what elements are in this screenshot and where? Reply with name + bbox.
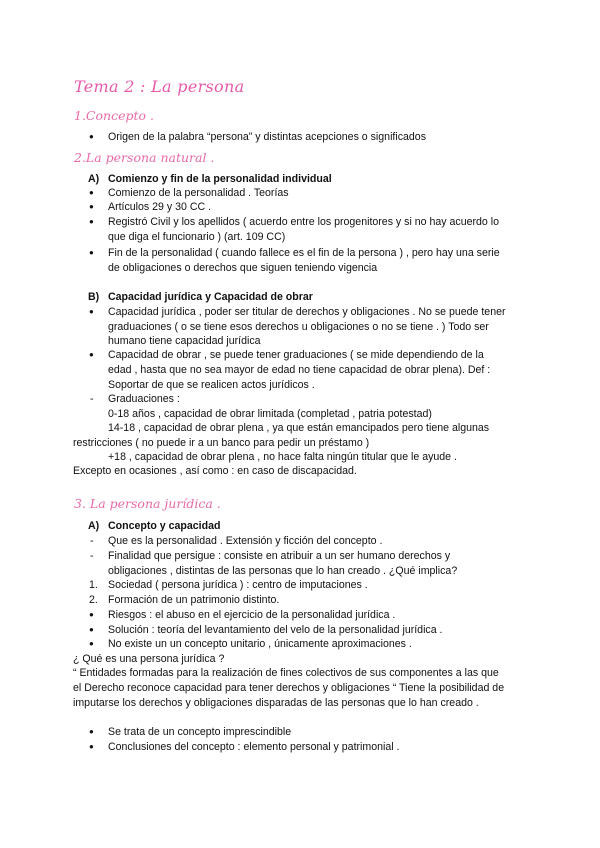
list-item: ● Se trata de un concepto imprescindible bbox=[108, 725, 291, 740]
subsection-b-marker: B) bbox=[88, 291, 100, 303]
list-item: ● Conclusiones del concepto : elemento personal y patrimonial . bbox=[108, 740, 400, 755]
list-item: ● Capacidad de obrar , se puede tener graduaciones ( se mide dependiendo de la bbox=[108, 348, 484, 363]
list-item-continuation: obligaciones , distintas de las personas que lo han creado . ¿Qué implica? bbox=[108, 565, 458, 577]
list-item-continuation: de obligaciones o derechos que siguen teniendo vigencia bbox=[108, 262, 378, 274]
list-item: ● Solución : teoría del levantamiento del velo de la personalidad jurídica . bbox=[108, 623, 443, 638]
graduation-line: 14-18 , capacidad de obrar plena , ya que están emancipados pero tiene algunas bbox=[108, 422, 490, 434]
list-item-continuation: humano tiene capacidad jurídica bbox=[108, 335, 261, 347]
question: ¿ Qué es una persona jurídica ? bbox=[73, 653, 225, 665]
subsection-b-title: Capacidad jurídica y Capacidad de obrar bbox=[108, 291, 313, 303]
paragraph: Excepto en ocasiones , así como : en caso de discapacidad. bbox=[73, 465, 357, 477]
list-item: - Finalidad que persigue : consiste en atribuir a un ser humano derechos y bbox=[108, 549, 450, 564]
section-1-heading: 1.Concepto . bbox=[74, 108, 154, 123]
subsection-a-marker: A) bbox=[88, 520, 100, 532]
list-item-continuation: Soportar de que se realicen actos jurídicos . bbox=[108, 379, 315, 391]
quote-line: “ Entidades formadas para la realización de fines colectivos de sus componentes a las que bbox=[73, 667, 499, 679]
list-item-continuation: edad , hasta que no sea mayor de edad no tiene capacidad de obrar plena). Def : bbox=[108, 364, 491, 376]
list-item-continuation: que diga el funcionario ) (art. 109 CC) bbox=[108, 231, 286, 243]
list-item: ● Fin de la personalidad ( cuando fallece es el fin de la persona ) , pero hay una serie bbox=[108, 246, 500, 261]
graduation-line: 0-18 años , capacidad de obrar limitada (completad , patria potestad) bbox=[108, 408, 432, 420]
list-item: ● Registró Civil y los apellidos ( acuerdo entre los progenitores y si no hay acuerdo lo bbox=[108, 215, 499, 230]
quote-line: imputarse los derechos y obligaciones disparadas de las personas que lo han creado . bbox=[73, 697, 479, 709]
list-item-continuation: graduaciones ( o se tiene esos derechos u obligaciones o no se tiene . ) Todo ser bbox=[108, 321, 489, 333]
list-item: ● Artículos 29 y 30 CC . bbox=[108, 200, 211, 215]
subsection-a-title: Comienzo y fin de la personalidad individual bbox=[108, 173, 332, 185]
number-marker: 2. bbox=[89, 594, 98, 606]
subsection-a-title: Concepto y capacidad bbox=[108, 520, 221, 532]
graduation-line: +18 , capacidad de obrar plena , no hace falta ningún titular que le ayude . bbox=[108, 451, 457, 463]
graduation-line: restricciones ( no puede ir a un banco para pedir un préstamo ) bbox=[73, 437, 370, 449]
list-item: Formación de un patrimonio distinto. bbox=[108, 594, 280, 606]
document-title: Tema 2 : La persona bbox=[74, 77, 245, 96]
list-item: ● Capacidad jurídica , poder ser titular de derechos y obligaciones . No se puede tener bbox=[108, 305, 506, 320]
list-item: ● No existe un un concepto unitario , únicamente aproximaciones . bbox=[108, 637, 412, 652]
list-item: - Que es la personalidad . Extensión y ficción del concepto . bbox=[108, 534, 382, 549]
subsection-a-marker: A) bbox=[88, 173, 100, 185]
section-2-heading: 2.La persona natural . bbox=[74, 150, 215, 165]
number-marker: 1. bbox=[89, 579, 98, 591]
list-item: ● Origen de la palabra “persona” y distintas acepciones o significados bbox=[108, 130, 426, 145]
quote-line: el Derecho reconoce capacidad para tener derechos y obligaciones “ Tiene la posibilidad de bbox=[73, 682, 505, 694]
list-item: ● Comienzo de la personalidad . Teorías bbox=[108, 186, 289, 201]
list-item: Sociedad ( persona jurídica ) : centro de imputaciones . bbox=[108, 579, 368, 591]
list-item: ● Riesgos : el abuso en el ejercicio de la personalidad jurídica . bbox=[108, 608, 395, 623]
list-item: - Graduaciones : bbox=[108, 392, 180, 407]
section-3-heading: 3. La persona jurídica . bbox=[74, 496, 221, 511]
